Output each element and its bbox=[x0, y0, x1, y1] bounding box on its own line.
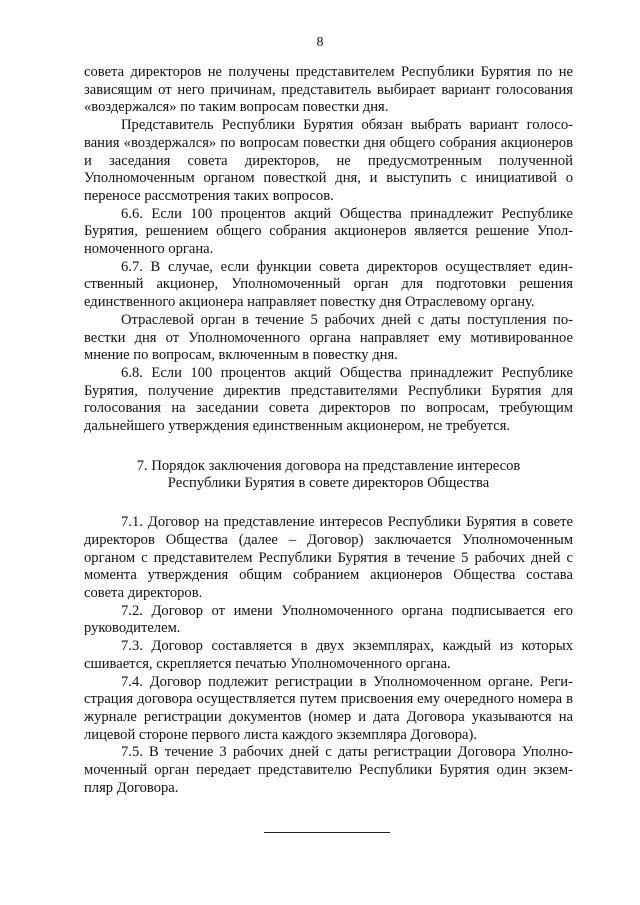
section-6-continued bbox=[84, 64, 573, 436]
paragraph-7-1: 7.1. Договор на представление интересов Республики Бурятия в совете директоров Общества (далее – Договор) заключается Уполномоченным органом с представителем Республики Бурятия в течение 5 рабочих дней с момента утверждения общим собранием акционеров Общества состава совета директоров. bbox=[84, 514, 573, 601]
footer-divider-line bbox=[264, 832, 390, 833]
page-number: 8 bbox=[316, 35, 324, 50]
paragraph-7-3: 7.3. Договор составляется в двух экземплярах, каждый из которых сшивается, скрепляется печатью Уполномоченного органа. bbox=[84, 638, 573, 672]
paragraph-representative-obligation: Представитель Республики Бурятия обязан выбрать вариант голосования «воздержался» по вопросам повестки дня общего собрания акционеров и заседания совета директоров, не предусмотренным полученной Уполномоченным органом повесткой дня, и выступить с инициативой о переносе рассмотрения таких вопросов. bbox=[84, 117, 573, 204]
paragraph-6-8: 6.8. Если 100 процентов акций Общества принадлежит Республике Бурятия, получение директив представителями Республики Бурятия для голосования на заседании совета директоров по вопросам, требующим дальнейшего утверждения единственным акционером, не требуется. bbox=[84, 364, 573, 435]
section-7-heading-line-1: 7. Порядок заключения договора на представление интересов bbox=[136, 457, 521, 474]
section-7-heading-line-2: Республики Бурятия в совете директоров Общества bbox=[167, 475, 490, 492]
section-7-heading bbox=[84, 458, 573, 493]
paragraph-7-2: 7.2. Договор от имени Уполномоченного органа подписывается его руководителем. bbox=[84, 602, 573, 637]
paragraph-industry-body-opinion: Отраслевой орган в течение 5 рабочих дней с даты поступления повестки дня от Уполномоченного органа направляет ему мотивированное мнение по вопросам, включенным в повестку дня. bbox=[84, 311, 573, 364]
paragraph-voting-abstain-continued: совета директоров не получены представителем Республики Бурятия по не зависящим от него причинам, представитель выбирает вариант голосования «воздержался» по таким вопросам повестки дня. bbox=[84, 64, 573, 116]
paragraph-7-5: 7.5. В течение 3 рабочих дней с даты регистрации Договора Уполномоченный орган передает представителю Республики Бурятия один экземпляр Договора. bbox=[84, 744, 573, 796]
paragraph-7-4: 7.4. Договор подлежит регистрации в Уполномоченном органе. Регистрация договора осуществляется путем присвоения ему очередного номера в журнале регистрации документов (номер и дата Договора указываются на лицевой стороне первого листа каждого экземпляра Договора). bbox=[84, 673, 573, 743]
paragraph-6-6: 6.6. Если 100 процентов акций Общества принадлежит Республике Бурятия, решением общего собрания акционеров является решение Уполномоченного органа. bbox=[84, 205, 573, 258]
section-7 bbox=[84, 514, 573, 797]
paragraph-6-7: 6.7. В случае, если функции совета директоров осуществляет единственный акционер, Уполномоченный орган для подготовки решения единственного акционера направляет повестку дня Отраслевому органу. bbox=[84, 258, 573, 311]
document-body bbox=[84, 64, 573, 797]
